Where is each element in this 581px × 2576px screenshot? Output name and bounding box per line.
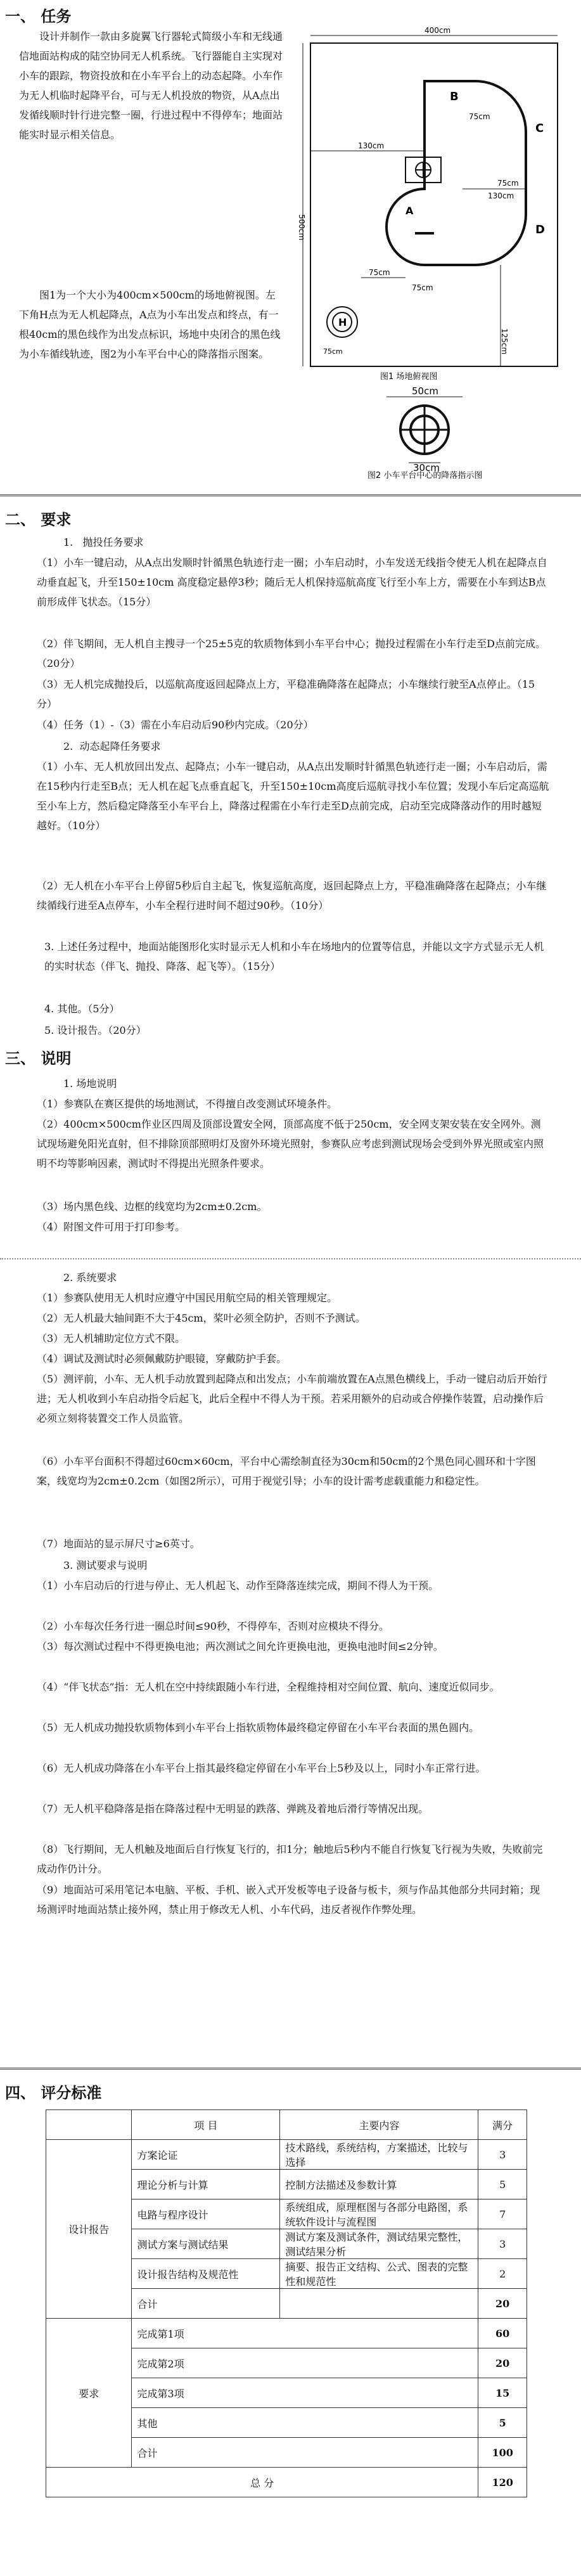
- row-item: 合计: [132, 2438, 478, 2468]
- section-title-requirements: 二、 要求: [5, 511, 72, 529]
- row-item: 完成第1项: [132, 2319, 478, 2348]
- figure2-caption: 图2 小车平台中心的降落指示图: [367, 471, 483, 480]
- req-item-2: （2）伴飞期间，无人机自主搜寻一个25±5克的软质物体到小车平台中心；抛投过程需在小车行走至D点前完成。（20分）: [37, 638, 546, 669]
- row-item: 合计: [132, 2289, 280, 2319]
- note-10: （6）小车平台面积不得超过60cm×60cm，平台中心需绘制直径为30cm和50cm的2个黑色同心圆环和十字图案，线宽均为2cm±0.2cm（如图2所示），可用于视觉引导；小车的设计需考虑载重能力和稳定性。: [37, 1455, 536, 1487]
- row-item: 方案论证: [132, 2140, 280, 2170]
- table-row: [46, 2319, 527, 2348]
- task-paragraph-2: 图1为一个大小为400cm×500cm的场地俯视图。左下角H点为无人机起降点，A点为小车出发点和终点，有一根40cm的黑色线作为出发点标识，场地中央闭合的黑色线为小车循线轨迹，图2为小车平台中心的降落指示图案。: [19, 289, 281, 360]
- radius-label-4: 75cm: [323, 347, 343, 356]
- note-19: （8）飞行期间，无人机触及地面后自行恢复飞行的，扣1分；触地后5秒内不能自行恢复飞行视为失败，失败前完成动作仍计分。: [37, 1843, 543, 1875]
- note-1: （1）参赛队在赛区提供的场地测试，不得擅自改变测试环境条件。: [37, 1098, 338, 1110]
- point-a: A: [405, 205, 414, 217]
- note-11: （7）地面站的显示屏尺寸≥6英寸。: [37, 1538, 200, 1550]
- task-paragraph-1: 设计并制作一款由多旋翼飞行器轮式简级小车和无线通信地面站构成的陆空协同无人机系统。飞行器能自主实现对小车的跟踪，物资投放和在小车平台上的动态起降。小车作为无人机临时起降平台，可与无人机投放的物资，从A点出发循线顺时针行进完整一圈，行进过程中不得停车；地面站能实时显示相关信息。: [19, 30, 283, 141]
- pad-outer-label: 50cm: [412, 385, 438, 397]
- point-d: D: [535, 223, 545, 236]
- point-h: H: [338, 316, 347, 328]
- distance-label-125: 125cm: [500, 328, 509, 355]
- note-13: （2）小车每次任务行进一圈总时间≤90秒，不得停车，否则对应模块不得分。: [37, 1620, 389, 1632]
- notes-heading-1: 1. 场地说明: [63, 1078, 117, 1090]
- note-6: （2）无人机最大轴间距不大于45cm，桨叶必须全防护，否则不予测试。: [37, 1312, 366, 1324]
- row-content: 测试方案及测试条件，测试结果完整性，测试结果分析: [280, 2229, 478, 2259]
- row-content: 系统组成，原理框图与各部分电路图，系统软件设计与流程图: [280, 2199, 478, 2229]
- note-9: （5）测评前，小车、无人机手动放置到起降点和出发点；小车前端放置在A点黑色横线上，手动一键启动后开始行进；无人机收到小车启动指令后起飞，此后全程中不得人为干预。若采用额外的启动或合停操作装置，启动操作后必须立刻将装置交工作人员监管。: [37, 1373, 547, 1424]
- row-content: [280, 2289, 478, 2319]
- row-score: 3: [478, 2140, 527, 2170]
- row-content: 控制方法描述及参数计算: [280, 2170, 478, 2199]
- req-item-5: （1）小车、无人机放回出发点、起降点；小车一键启动，从A点出发顺时针循黑色轨迹行走一圈；小车启动后，需在15秒内行走至B点；无人机在起飞点垂直起飞，升至150±10cm高度后巡航寻找小车位置；发现小车后定高巡航至小车上方，然后稳定降落至小车平台上，降落过程需在小车行走至D点前完成，启动至完成降落动作的用时越短越好。（10分）: [37, 761, 549, 832]
- row-item: 理论分析与计算: [132, 2170, 280, 2199]
- row-score: 3: [478, 2229, 527, 2259]
- row-score: 2: [478, 2259, 527, 2289]
- distance-label-75: 75cm: [369, 268, 390, 277]
- radius-label-2: 75cm: [497, 179, 519, 188]
- scoring-table: [46, 2109, 527, 2497]
- radius-label-1: 75cm: [469, 112, 490, 121]
- req-item-6: （2）无人机在小车平台上停留5秒后自主起飞，恢复巡航高度，返回起降点上方，平稳准确降落在起降点；小车继续循线行进至A点停车，小车全程行进时间不超过90秒。（10分）: [37, 880, 547, 911]
- total-score: 120: [478, 2468, 527, 2497]
- row-score: 20: [478, 2348, 527, 2378]
- row-score: 20: [478, 2289, 527, 2319]
- height-label: 500cm: [298, 214, 306, 241]
- note-3: （3）场内黑色线、边框的线宽均为2cm±0.2cm。: [37, 1201, 267, 1213]
- req-heading-2: 2. 动态起降任务要求: [63, 740, 161, 752]
- width-label: 400cm: [425, 26, 451, 35]
- radius-label-3: 75cm: [412, 283, 433, 292]
- row-score: 5: [478, 2408, 527, 2438]
- row-item: 完成第3项: [132, 2378, 478, 2408]
- section-title-task: 一、 任务: [5, 8, 72, 25]
- req-item-7: 3. 上述任务过程中，地面站能图形化实时显示无人机和小车在场地内的位置等信息，并能以文字方式显示无人机的实时状态（伴飞、抛投、降落、起飞等）。（15分）: [44, 941, 544, 972]
- row-item: 其他: [132, 2408, 478, 2438]
- pad-inner-label: 30cm: [413, 462, 440, 473]
- row-item: 设计报告结构及规范性: [132, 2259, 280, 2289]
- note-8: （4）调试及测试时必须佩戴防护眼镜，穿戴防护手套。: [37, 1353, 287, 1365]
- page-break-2: [0, 2068, 581, 2070]
- header-score: 满分: [478, 2110, 527, 2140]
- site-diagram: [298, 24, 577, 480]
- note-15: （4）“伴飞状态”指：无人机在空中持续跟随小车行进，全程维持相对空间位置、航向、速度近似同步。: [37, 1681, 500, 1693]
- section-title-scoring: 四、 评分标准: [5, 2084, 102, 2102]
- point-b: B: [450, 90, 459, 103]
- notes-heading-3: 3. 测试要求与说明: [63, 1559, 148, 1571]
- figure1-caption: 图1 场地俯视图: [380, 372, 438, 382]
- note-12: （1）小车启动后的行进与停止、无人机起飞、动作至降落连续完成，期间不得人为干预。: [37, 1580, 439, 1592]
- section-title-notes: 三、 说明: [5, 1050, 72, 1067]
- header-item: 项 目: [132, 2110, 280, 2140]
- landing-target-icon: [400, 406, 449, 454]
- row-score: 5: [478, 2170, 527, 2199]
- design-report-label: 设计报告: [46, 2140, 132, 2319]
- distance-label-130b: 130cm: [488, 191, 514, 200]
- note-14: （3）每次测试过程中不得更换电池；两次测试之间允许更换电池，更换电池时间≤2分钟。: [37, 1640, 444, 1652]
- req-item-1: （1）小车一键启动，从A点出发顺时针循黑色轨迹行走一圈；小车启动时，小车发送无线指令使无人机在起降点自动垂直起飞，升至150±10cm 高度稳定悬停3秒；随后无人机保持巡航高度飞行至小车上方，需要在小车到达B点前形成伴飞状态。（15分）: [37, 557, 547, 608]
- notes-heading-2: 2. 系统要求: [63, 1272, 117, 1284]
- req-item-8: 4. 其他。（5分）: [44, 1003, 120, 1015]
- note-20: （9）地面站可采用笔记本电脑、平板、手机、嵌入式开发板等电子设备与板卡，须与作品其他部分共同封箱；现场测评时地面站禁止接外网，禁止用于修改无人机、小车代码，违反者视作作弊处理。: [37, 1884, 540, 1916]
- note-16: （5）无人机成功抛投软质物体到小车平台上指软质物体最终稳定停留在小车平台表面的黑色圆内。: [37, 1722, 480, 1734]
- note-4: （4）附图文件可用于打印参考。: [37, 1221, 186, 1233]
- header-content: 主要内容: [280, 2110, 478, 2140]
- note-2: （2）400cm×500cm作业区四周及顶部设置安全网，顶部高度不低于250cm，安全网支架安装在安全网外。测试现场避免阳光直射，但不排除顶部照明灯及窗外环境光照射，参赛队应考虑到测试现场会受到外界光照或室内照明不均等影响因素，测试时不得提出光照条件要求。: [37, 1118, 544, 1169]
- row-content: 技术路线，系统结构，方案描述，比较与选择: [280, 2140, 478, 2170]
- row-score: 7: [478, 2199, 527, 2229]
- note-18: （7）无人机平稳降落是指在降落过程中无明显的跌落、弹跳及着地后滑行等情况出现。: [37, 1803, 429, 1815]
- row-item: 完成第2项: [132, 2348, 478, 2378]
- requirements-label: 要求: [46, 2319, 132, 2468]
- note-17: （6）无人机成功降落在小车平台上指其最终稳定停留在小车平台上5秒及以上，同时小车正常行进。: [37, 1762, 486, 1774]
- req-item-9: 5. 设计报告。（20分）: [44, 1024, 146, 1036]
- row-item: 电路与程序设计: [132, 2199, 280, 2229]
- row-score: 15: [478, 2378, 527, 2408]
- table-total-row: [46, 2468, 527, 2497]
- req-heading-1: 1. 抛投任务要求: [63, 536, 144, 548]
- req-item-3: （3）无人机完成抛投后，以巡航高度返回起降点上方，平稳准确降落在起降点；小车继续行驶至A点停止。（15分）: [37, 678, 535, 710]
- page-break: [0, 494, 581, 496]
- total-label: 总 分: [46, 2468, 478, 2497]
- row-item: 测试方案与测试结果: [132, 2229, 280, 2259]
- dotted-divider: [0, 1258, 581, 1259]
- note-5: （1）参赛队使用无人机时应遵守中国民用航空局的相关管理规定。: [37, 1292, 338, 1304]
- table-header-row: [46, 2110, 527, 2140]
- note-7: （3）无人机辅助定位方式不限。: [37, 1332, 186, 1344]
- distance-label-130a: 130cm: [358, 141, 385, 150]
- point-c: C: [535, 122, 544, 135]
- row-score: 60: [478, 2319, 527, 2348]
- site-figure: [298, 24, 577, 480]
- req-item-4: （4）任务（1）-（3）需在小车启动后90秒内完成。（20分）: [37, 719, 314, 731]
- row-score: 100: [478, 2438, 527, 2468]
- row-content: 摘要、报告正文结构、公式、图表的完整性和规范性: [280, 2259, 478, 2289]
- table-row: [46, 2140, 527, 2170]
